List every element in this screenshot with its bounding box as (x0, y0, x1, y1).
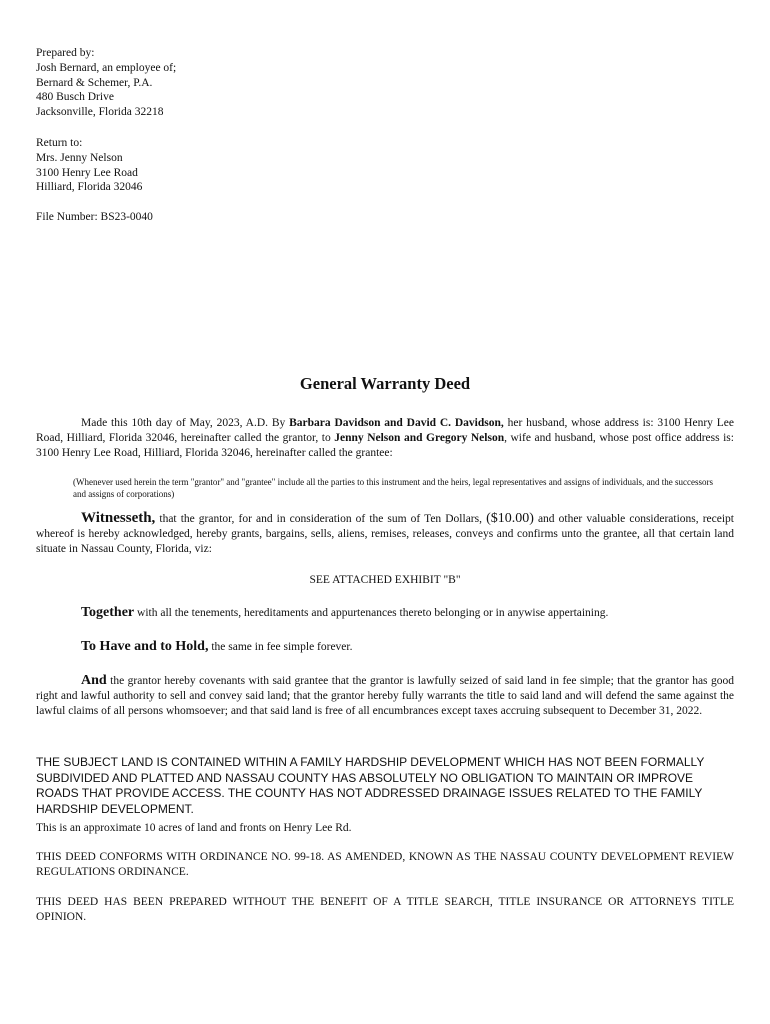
return-to-label: Return to: (36, 137, 83, 149)
to-have-paragraph (36, 639, 734, 655)
intro-text: her husband, whose address is: 3100 Henry Lee Road, Hilliard, Florida 32046, hereinafter called the grantor, to (36, 417, 734, 444)
acreage-note: This is an approximate 10 acres of land and fronts on Henry Lee Rd. (36, 822, 352, 834)
prepared-by-label: Prepared by: (36, 47, 95, 59)
covenant-text: the grantor hereby covenants with said grantee that the grantor is lawfully seized of said land in fee simple; that the grantor has good right and lawful authority to sell and convey said land; that the grantor hereby fully warrants the title to said land and will defend the same against the lawful claims of all persons whomsoever; and that said land is free of all encumbrances except taxes accruing subsequent to December 31, 2022. (36, 675, 734, 717)
hardship-notice: THE SUBJECT LAND IS CONTAINED WITHIN A FAMILY HARDSHIP DEVELOPMENT WHICH HAS NOT BEEN FORMALLY SUBDIVIDED AND PLATTED AND NASSAU COUNTY HAS ABSOLUTELY NO OBLIGATION TO MAINTAIN OR IMPROVE ROADS THAT PROVIDE ACCESS. THE COUNTY HAS NOT ADDRESSED DRAINAGE ISSUES RELATED TO THE FAMILY HARDSHIP DEVELOPMENT. (36, 755, 705, 816)
prepared-by-line: Jacksonville, Florida 32218 (36, 106, 164, 119)
witnesseth-text: that the grantor, for and in consideration of the sum of Ten Dollars, (155, 513, 487, 525)
prepared-by-line: Bernard & Schemer, P.A. (36, 76, 153, 89)
together-lead: Together (81, 605, 135, 620)
grantor-names: Barbara Davidson and David C. Davidson, (289, 417, 504, 429)
witnesseth-text: and other valuable considerations, receipt whereof is hereby acknowledged, hereby grants, bargains, sells, aliens, remises, releases, conveys and confirms unto the grantee, all that certain land situate in Nassau County, Florida, viz: (36, 513, 734, 555)
return-to-line: Mrs. Jenny Nelson (36, 151, 123, 164)
title-search-note: THIS DEED HAS BEEN PREPARED WITHOUT THE BENEFIT OF A TITLE SEARCH, TITLE INSURANCE OR ATTORNEYS TITLE OPINION. (36, 896, 734, 923)
exhibit-reference: SEE ATTACHED EXHIBIT "B" (309, 574, 461, 586)
deed-title: General Warranty Deed (299, 374, 471, 393)
consideration-amount: ($10.00) (486, 511, 534, 526)
intro-text: , wife and husband, whose post office address is: 3100 Henry Lee Road, Hilliard, Florida 32046, hereinafter called the grantee: (36, 432, 734, 459)
to-have-text: the same in fee simple forever. (208, 641, 353, 653)
prepared-by-block (36, 46, 176, 120)
grantee-names: Jenny Nelson and Gregory Nelson (334, 432, 505, 444)
ordinance-note: THIS DEED CONFORMS WITH ORDINANCE NO. 99-18. AS AMENDED, KNOWN AS THE NASSAU COUNTY DEVELOPMENT REVIEW REGULATIONS ORDINANCE. (36, 851, 734, 878)
and-lead: And (81, 673, 107, 688)
to-have-lead: To Have and to Hold, (81, 639, 209, 654)
intro-paragraph (36, 416, 734, 461)
together-text: with all the tenements, hereditaments and appurtenances thereto belonging or in anywise appertaining. (134, 607, 609, 619)
file-number-text: File Number: BS23-0040 (36, 211, 153, 223)
return-to-line: 3100 Henry Lee Road (36, 166, 138, 179)
intro-text: Made this 10th day of May, 2023, A.D. By (81, 417, 290, 429)
definitions-note: (Whenever used herein the term "grantor" and "grantee" include all the parties to this instrument and the heirs, legal representatives and assigns of individuals, and the successors and assigns of corporations) (73, 477, 713, 499)
return-to-line: Hilliard, Florida 32046 (36, 181, 143, 194)
together-paragraph (36, 605, 734, 621)
witnesseth-paragraph (36, 511, 734, 557)
return-to-block (36, 136, 142, 195)
prepared-by-line: 480 Busch Drive (36, 91, 114, 104)
covenant-paragraph (36, 673, 734, 719)
prepared-by-line: Josh Bernard, an employee of; (36, 61, 177, 74)
witnesseth-lead: Witnesseth, (81, 510, 156, 526)
file-number (36, 210, 153, 225)
